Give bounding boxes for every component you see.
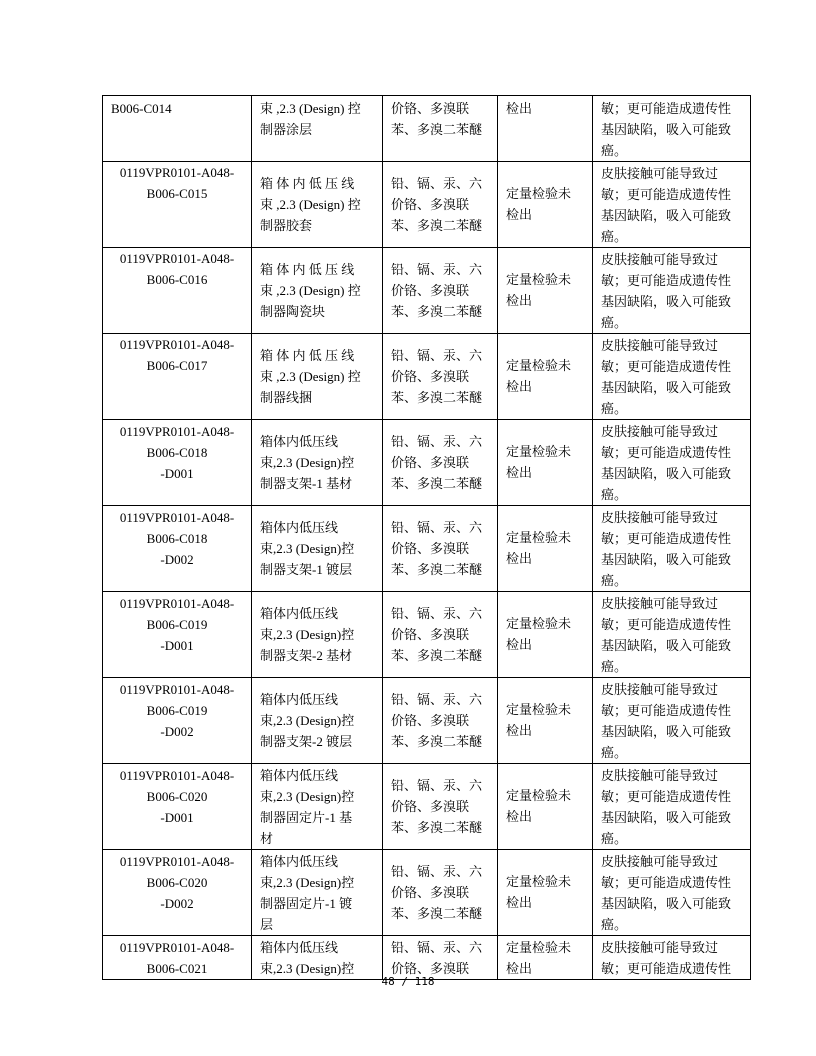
cell-hazard-description-line: 敏；更可能造成遗传性 bbox=[601, 875, 732, 890]
cell-hazard-description bbox=[593, 936, 751, 980]
cell-hazard-description-line: 敏；更可能造成遗传性 bbox=[601, 445, 732, 460]
cell-part-name bbox=[252, 850, 383, 936]
cell-part-number-line: 0119VPR0101-A048- bbox=[119, 510, 235, 525]
cell-hazard-description-line: 敏；更可能造成遗传性 bbox=[601, 359, 732, 374]
cell-hazard-description bbox=[593, 162, 751, 248]
cell-test-result bbox=[498, 678, 593, 764]
cell-part-number-line: B006-C019 bbox=[146, 617, 208, 632]
cell-hazard-description bbox=[593, 592, 751, 678]
cell-test-items-line: 铅、镉、汞、六 bbox=[391, 940, 483, 955]
cell-test-items-line: 铅、镉、汞、六 bbox=[391, 176, 483, 191]
cell-part-number bbox=[103, 162, 252, 248]
cell-part-number bbox=[103, 96, 252, 162]
cell-part-number-line: 0119VPR0101-A048- bbox=[119, 682, 235, 697]
cell-hazard-description-line: 基因缺陷，吸入可能致 bbox=[601, 380, 732, 395]
cell-part-name-line: 箱体内低压线 bbox=[260, 940, 339, 955]
cell-test-items-line: 苯、多溴二苯醚 bbox=[391, 820, 483, 835]
cell-test-result bbox=[498, 96, 593, 162]
cell-part-number-line: B006-C015 bbox=[146, 186, 208, 201]
cell-test-items-line: 铅、镉、汞、六 bbox=[391, 692, 483, 707]
cell-hazard-description-line: 皮肤接触可能导致过 bbox=[601, 596, 719, 611]
cell-test-result-line: 定量检验未 bbox=[506, 874, 572, 889]
cell-part-name bbox=[252, 96, 383, 162]
cell-part-number-line: 0119VPR0101-A048- bbox=[119, 854, 235, 869]
cell-test-items-line: 苯、多溴二苯醚 bbox=[391, 906, 483, 921]
cell-test-result-line: 定量检验未 bbox=[506, 530, 572, 545]
cell-part-name-line: 制器支架-2 基材 bbox=[260, 648, 353, 663]
cell-hazard-description-line: 皮肤接触可能导致过 bbox=[601, 768, 719, 783]
cell-part-name-line: 制器胶套 bbox=[260, 218, 313, 233]
cell-part-name-line: 箱体内低压线 bbox=[260, 434, 339, 449]
cell-part-number-line: B006-C020 bbox=[146, 789, 208, 804]
cell-test-items-line: 苯、多溴二苯醚 bbox=[391, 476, 483, 491]
cell-hazard-description-line: 敏；更可能造成遗传性 bbox=[601, 961, 732, 976]
cell-hazard-description-line: 癌。 bbox=[601, 143, 628, 158]
cell-test-items bbox=[383, 592, 498, 678]
cell-part-name-line: 制器支架-2 镀层 bbox=[260, 734, 353, 749]
cell-part-number bbox=[103, 764, 252, 850]
cell-test-items-line: 价铬、多溴联 bbox=[391, 799, 470, 814]
cell-test-result bbox=[498, 162, 593, 248]
cell-part-number bbox=[103, 248, 252, 334]
table-row bbox=[103, 592, 751, 678]
test-results-table bbox=[102, 95, 751, 980]
table-row bbox=[103, 420, 751, 506]
cell-part-name-line: 制器线捆 bbox=[260, 390, 313, 405]
table-row bbox=[103, 96, 751, 162]
cell-hazard-description-line: 基因缺陷，吸入可能致 bbox=[601, 294, 732, 309]
cell-test-result-line: 检出 bbox=[506, 809, 533, 824]
cell-part-name-line: 束,2.3 (Design)控 bbox=[260, 455, 355, 470]
cell-part-number-line: -D001 bbox=[160, 810, 194, 825]
cell-hazard-description bbox=[593, 334, 751, 420]
cell-test-items-line: 铅、镉、汞、六 bbox=[391, 778, 483, 793]
cell-hazard-description-line: 基因缺陷，吸入可能致 bbox=[601, 466, 732, 481]
cell-part-number-line: -D001 bbox=[160, 638, 194, 653]
cell-part-number-line: 0119VPR0101-A048- bbox=[119, 251, 235, 266]
cell-part-name-line: 箱 体 内 低 压 线 bbox=[260, 176, 355, 191]
cell-part-name-line: 箱 体 内 低 压 线 bbox=[260, 262, 355, 277]
cell-part-number-line: -D002 bbox=[160, 552, 194, 567]
cell-hazard-description-line: 敏；更可能造成遗传性 bbox=[601, 273, 732, 288]
cell-hazard-description-line: 皮肤接触可能导致过 bbox=[601, 510, 719, 525]
cell-test-items-line: 苯、多溴二苯醚 bbox=[391, 390, 483, 405]
cell-part-number-line: 0119VPR0101-A048- bbox=[119, 596, 235, 611]
cell-hazard-description-line: 癌。 bbox=[601, 315, 628, 330]
cell-test-result-line: 检出 bbox=[506, 465, 533, 480]
cell-hazard-description-line: 基因缺陷，吸入可能致 bbox=[601, 122, 732, 137]
cell-test-result bbox=[498, 850, 593, 936]
table-row bbox=[103, 850, 751, 936]
cell-test-result bbox=[498, 936, 593, 980]
cell-part-number bbox=[103, 506, 252, 592]
cell-test-items-line: 价铬、多溴联 bbox=[391, 541, 470, 556]
cell-part-name-line: 束,2.3 (Design)控 bbox=[260, 713, 355, 728]
cell-test-items-line: 价铬、多溴联 bbox=[391, 885, 470, 900]
cell-part-name-line: 束,2.3 (Design)控 bbox=[260, 627, 355, 642]
cell-hazard-description-line: 皮肤接触可能导致过 bbox=[601, 424, 719, 439]
cell-test-items-line: 价铬、多溴联 bbox=[391, 283, 470, 298]
cell-test-result-line: 检出 bbox=[506, 723, 533, 738]
cell-test-result-line: 检出 bbox=[506, 207, 533, 222]
cell-test-result bbox=[498, 420, 593, 506]
cell-test-result bbox=[498, 506, 593, 592]
cell-part-name bbox=[252, 506, 383, 592]
cell-part-number-line: 0119VPR0101-A048- bbox=[119, 337, 235, 352]
cell-test-items-line: 铅、镉、汞、六 bbox=[391, 262, 483, 277]
cell-part-number-line: B006-C016 bbox=[146, 272, 208, 287]
cell-part-number-line: B006-C017 bbox=[146, 358, 208, 373]
cell-test-result-line: 定量检验未 bbox=[506, 186, 572, 201]
cell-test-result-line: 检出 bbox=[506, 895, 533, 910]
cell-test-result bbox=[498, 764, 593, 850]
cell-part-number bbox=[103, 850, 252, 936]
cell-hazard-description-line: 皮肤接触可能导致过 bbox=[601, 166, 719, 181]
cell-test-items-line: 苯、多溴二苯醚 bbox=[391, 562, 483, 577]
cell-test-items-line: 价铬、多溴联 bbox=[391, 627, 470, 642]
cell-hazard-description-line: 癌。 bbox=[601, 745, 628, 760]
table-row bbox=[103, 764, 751, 850]
cell-part-name-line: 箱体内低压线 bbox=[260, 768, 339, 783]
cell-part-number-line: -D002 bbox=[160, 896, 194, 911]
cell-test-items bbox=[383, 506, 498, 592]
page-number: 48 / 118 bbox=[381, 975, 435, 988]
cell-part-name-line: 材 bbox=[260, 831, 274, 846]
cell-test-items bbox=[383, 334, 498, 420]
cell-hazard-description-line: 敏；更可能造成遗传性 bbox=[601, 703, 732, 718]
cell-part-number bbox=[103, 592, 252, 678]
cell-hazard-description-line: 基因缺陷，吸入可能致 bbox=[601, 208, 732, 223]
cell-part-number-line: B006-C019 bbox=[146, 703, 208, 718]
cell-hazard-description-line: 癌。 bbox=[601, 831, 628, 846]
cell-part-name-line: 制器固定片-1 基 bbox=[260, 810, 353, 825]
cell-test-result-line: 定量检验未 bbox=[506, 358, 572, 373]
cell-test-result-line: 检出 bbox=[506, 961, 533, 976]
cell-test-items bbox=[383, 764, 498, 850]
cell-test-items-line: 铅、镉、汞、六 bbox=[391, 864, 483, 879]
cell-test-result bbox=[498, 334, 593, 420]
cell-test-items bbox=[383, 850, 498, 936]
cell-test-items-line: 价铬、多溴联 bbox=[391, 197, 470, 212]
cell-test-result-line: 检出 bbox=[506, 379, 533, 394]
cell-hazard-description bbox=[593, 850, 751, 936]
cell-part-number bbox=[103, 334, 252, 420]
cell-hazard-description-line: 基因缺陷，吸入可能致 bbox=[601, 896, 732, 911]
cell-hazard-description-line: 癌。 bbox=[601, 487, 628, 502]
cell-test-items-line: 苯、多溴二苯醚 bbox=[391, 218, 483, 233]
cell-test-items bbox=[383, 420, 498, 506]
cell-test-items-line: 铅、镉、汞、六 bbox=[391, 348, 483, 363]
cell-part-name-line: 制器涂层 bbox=[260, 122, 313, 137]
cell-hazard-description bbox=[593, 764, 751, 850]
cell-hazard-description-line: 敏；更可能造成遗传性 bbox=[601, 617, 732, 632]
cell-part-number bbox=[103, 678, 252, 764]
cell-part-number-line: 0119VPR0101-A048- bbox=[119, 768, 235, 783]
cell-part-name-line: 箱体内低压线 bbox=[260, 520, 339, 535]
table-row bbox=[103, 248, 751, 334]
cell-part-name-line: 束,2.3 (Design)控 bbox=[260, 541, 355, 556]
cell-hazard-description-line: 敏；更可能造成遗传性 bbox=[601, 101, 732, 116]
table-row bbox=[103, 678, 751, 764]
cell-part-name-line: 箱体内低压线 bbox=[260, 692, 339, 707]
cell-hazard-description-line: 基因缺陷，吸入可能致 bbox=[601, 724, 732, 739]
cell-part-number-line: B006-C020 bbox=[146, 875, 208, 890]
table-row bbox=[103, 334, 751, 420]
cell-test-items-line: 价铬、多溴联 bbox=[391, 101, 470, 116]
cell-hazard-description-line: 皮肤接触可能导致过 bbox=[601, 252, 719, 267]
cell-part-name bbox=[252, 936, 383, 980]
cell-hazard-description-line: 癌。 bbox=[601, 917, 628, 932]
cell-part-number-line: -D002 bbox=[160, 724, 194, 739]
cell-part-number-line: B006-C018 bbox=[146, 445, 208, 460]
cell-part-name bbox=[252, 162, 383, 248]
cell-part-name-line: 束 ,2.3 (Design) 控 bbox=[260, 369, 361, 384]
cell-part-name-line: 制器支架-1 镀层 bbox=[260, 562, 353, 577]
cell-test-items bbox=[383, 162, 498, 248]
cell-hazard-description-line: 皮肤接触可能导致过 bbox=[601, 854, 719, 869]
cell-part-name bbox=[252, 592, 383, 678]
cell-test-result bbox=[498, 592, 593, 678]
cell-test-result-line: 定量检验未 bbox=[506, 702, 572, 717]
cell-hazard-description bbox=[593, 96, 751, 162]
cell-test-result-line: 检出 bbox=[506, 637, 533, 652]
cell-part-name-line: 束 ,2.3 (Design) 控 bbox=[260, 197, 361, 212]
cell-test-items bbox=[383, 248, 498, 334]
cell-hazard-description bbox=[593, 248, 751, 334]
cell-hazard-description bbox=[593, 678, 751, 764]
cell-test-items bbox=[383, 936, 498, 980]
cell-hazard-description-line: 敏；更可能造成遗传性 bbox=[601, 531, 732, 546]
cell-test-items bbox=[383, 96, 498, 162]
table-row bbox=[103, 506, 751, 592]
cell-hazard-description-line: 基因缺陷，吸入可能致 bbox=[601, 552, 732, 567]
cell-part-name bbox=[252, 248, 383, 334]
cell-test-result bbox=[498, 248, 593, 334]
cell-hazard-description-line: 敏；更可能造成遗传性 bbox=[601, 789, 732, 804]
cell-test-items-line: 铅、镉、汞、六 bbox=[391, 434, 483, 449]
cell-test-items-line: 铅、镉、汞、六 bbox=[391, 606, 483, 621]
cell-test-items-line: 价铬、多溴联 bbox=[391, 713, 470, 728]
cell-part-number bbox=[103, 936, 252, 980]
cell-part-name-line: 箱体内低压线 bbox=[260, 606, 339, 621]
cell-test-result-line: 定量检验未 bbox=[506, 444, 572, 459]
cell-part-number-line: 0119VPR0101-A048- bbox=[119, 424, 235, 439]
cell-part-name-line: 制器支架-1 基材 bbox=[260, 476, 353, 491]
table-body bbox=[103, 96, 751, 980]
cell-hazard-description-line: 敏；更可能造成遗传性 bbox=[601, 187, 732, 202]
cell-test-result-line: 检出 bbox=[506, 293, 533, 308]
cell-hazard-description bbox=[593, 420, 751, 506]
cell-test-items-line: 价铬、多溴联 bbox=[391, 455, 470, 470]
cell-part-number-line: B006-C014 bbox=[111, 101, 172, 116]
cell-test-result-line: 定量检验未 bbox=[506, 788, 572, 803]
cell-part-name-line: 箱 体 内 低 压 线 bbox=[260, 348, 355, 363]
cell-test-items-line: 苯、多溴二苯醚 bbox=[391, 304, 483, 319]
cell-part-name-line: 制器固定片-1 镀 bbox=[260, 896, 353, 911]
cell-test-items-line: 苯、多溴二苯醚 bbox=[391, 734, 483, 749]
table-row bbox=[103, 162, 751, 248]
cell-part-number-line: 0119VPR0101-A048- bbox=[119, 940, 235, 955]
cell-test-items-line: 价铬、多溴联 bbox=[391, 961, 470, 976]
cell-part-name bbox=[252, 764, 383, 850]
cell-test-items-line: 苯、多溴二苯醚 bbox=[391, 648, 483, 663]
cell-part-number-line: B006-C018 bbox=[146, 531, 208, 546]
cell-test-items-line: 苯、多溴二苯醚 bbox=[391, 122, 483, 137]
cell-part-number-line: B006-C021 bbox=[146, 961, 208, 976]
cell-part-name-line: 束,2.3 (Design)控 bbox=[260, 789, 355, 804]
cell-part-name-line: 束,2.3 (Design)控 bbox=[260, 875, 355, 890]
cell-test-result-line: 检出 bbox=[506, 551, 533, 566]
cell-test-items bbox=[383, 678, 498, 764]
cell-test-result-line: 定量检验未 bbox=[506, 940, 572, 955]
cell-part-number bbox=[103, 420, 252, 506]
cell-hazard-description-line: 癌。 bbox=[601, 229, 628, 244]
cell-part-name-line: 束,2.3 (Design)控 bbox=[260, 961, 355, 976]
cell-hazard-description-line: 基因缺陷，吸入可能致 bbox=[601, 638, 732, 653]
cell-test-result-line: 检出 bbox=[506, 101, 533, 116]
cell-test-items-line: 价铬、多溴联 bbox=[391, 369, 470, 384]
cell-part-name bbox=[252, 420, 383, 506]
cell-hazard-description bbox=[593, 506, 751, 592]
cell-part-number-line: 0119VPR0101-A048- bbox=[119, 165, 235, 180]
cell-part-number-line: -D001 bbox=[160, 466, 194, 481]
cell-test-result-line: 定量检验未 bbox=[506, 616, 572, 631]
cell-hazard-description-line: 皮肤接触可能导致过 bbox=[601, 682, 719, 697]
cell-part-name-line: 层 bbox=[260, 917, 274, 932]
cell-test-items-line: 铅、镉、汞、六 bbox=[391, 520, 483, 535]
table-row bbox=[103, 936, 751, 980]
cell-part-name-line: 束 ,2.3 (Design) 控 bbox=[260, 283, 361, 298]
cell-hazard-description-line: 皮肤接触可能导致过 bbox=[601, 338, 719, 353]
cell-hazard-description-line: 皮肤接触可能导致过 bbox=[601, 940, 719, 955]
cell-part-name bbox=[252, 678, 383, 764]
cell-part-name bbox=[252, 334, 383, 420]
cell-test-result-line: 定量检验未 bbox=[506, 272, 572, 287]
cell-part-name-line: 制器陶瓷块 bbox=[260, 304, 326, 319]
cell-hazard-description-line: 基因缺陷，吸入可能致 bbox=[601, 810, 732, 825]
cell-part-name-line: 束 ,2.3 (Design) 控 bbox=[260, 101, 361, 116]
cell-hazard-description-line: 癌。 bbox=[601, 573, 628, 588]
cell-part-name-line: 箱体内低压线 bbox=[260, 854, 339, 869]
cell-hazard-description-line: 癌。 bbox=[601, 659, 628, 674]
cell-hazard-description-line: 癌。 bbox=[601, 401, 628, 416]
